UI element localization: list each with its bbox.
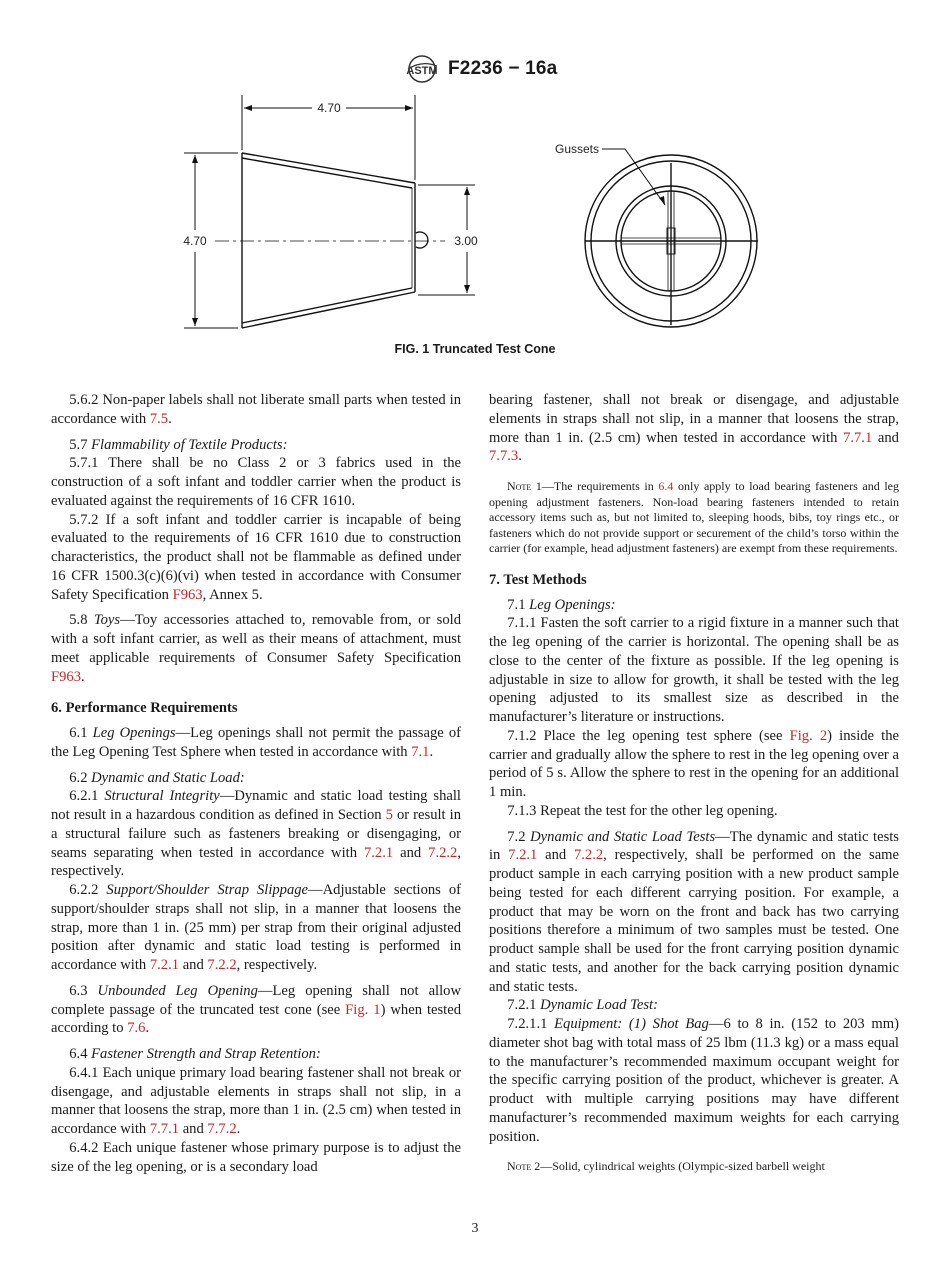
text: 7.2.1.1 [507, 1016, 555, 1033]
text: —6 to 8 in. (152 to 203 mm) diameter shot bag with total mass of 25 lbm (11.3 kg) or a mass equal to the manufacturer’s recommended maximum occupant weight for the specific carrying position of the product, whichever is greater. A product with multiple carrying positions may have different manufacturer’s recommended maximum weights for each carrying position. [489, 1016, 899, 1145]
page-number: 3 [471, 1221, 479, 1236]
cross-reference-link[interactable]: 7.2.2 [207, 957, 237, 973]
italic-term: Leg Openings: [529, 596, 616, 613]
document-designation: F2236 − 16a [448, 58, 558, 79]
note [489, 479, 899, 557]
italic-term: Toys [93, 612, 121, 629]
paragraph [51, 1045, 461, 1064]
text: bearing fastener, shall not break or disengage, and adjustable elements in straps shall not slip, in a manner that loosens the strap, more than 1 in. (2.5 cm) when tested in accordance with [489, 392, 899, 446]
text: and [179, 957, 208, 973]
paragraph [489, 727, 899, 802]
paragraph [51, 391, 461, 429]
paragraph [489, 996, 899, 1015]
right-column [489, 391, 899, 1189]
note [489, 1159, 899, 1175]
text: 5.7 [69, 436, 92, 453]
figure-truncated-test-cone [0, 0, 950, 340]
text: —The requirements in [541, 479, 659, 493]
text: and [393, 844, 429, 861]
text: 6.1 [69, 725, 93, 741]
paragraph [51, 1139, 461, 1177]
left-column [51, 391, 461, 1176]
cross-reference-link[interactable]: 7.6 [127, 1020, 146, 1037]
paragraph [489, 614, 899, 727]
gussets-label: Gussets [555, 142, 600, 156]
italic-term: Structural Integrity [104, 788, 220, 805]
text: —Solid, cylindrical weights (Olympic-sized barbell weight [540, 1159, 825, 1174]
text: , respectively, shall be performed on the same product sample in each carrying position with a new product sample being tested for each different carrying position. For example, a product that may be worn on the front and back has two carrying positions therefore a minimum of two samples must be tested. One product sample shall be used for the front carrying position dynamic and static tests, and another for the back carrying position dynamic and static tests. [489, 847, 899, 995]
italic-term: Unbounded Leg Opening [97, 982, 258, 999]
text: 5.6.2 Non-paper labels shall not liberate small parts when tested in accordance with [51, 392, 461, 427]
section-heading [51, 699, 461, 718]
cross-reference-link[interactable]: 7.7.3 [489, 448, 519, 465]
paragraph [51, 1064, 461, 1139]
paragraph [489, 828, 899, 997]
text: —Leg openings shall not permit the passage of the Leg Opening Test Sphere when tested in accordance with [51, 725, 462, 760]
text: 6.3 [69, 982, 98, 999]
text: 7.1.3 Repeat the test for the other leg opening. [507, 802, 778, 819]
text: 5.7.2 If a soft infant and toddler carrier is incapable of being evaluated to the requirements of 16 CFR 1610 due to construction characteristics, the product shall not be flammable as defined under 16 CFR 1500.3(c)(6)(vi) when tested in accordance with Consumer Safety Specification [51, 511, 461, 603]
cone-end-view [585, 149, 758, 327]
paragraph [51, 454, 461, 510]
cross-reference-link[interactable]: 7.7.2 [207, 1121, 237, 1137]
text: 5.8 [69, 612, 94, 629]
dim-top-label: 4.70 [317, 101, 341, 115]
paragraph [489, 1015, 899, 1146]
cross-reference-link[interactable]: 7.7.1 [149, 1121, 180, 1137]
text: , Annex 5. [202, 586, 263, 603]
text: 6.2.1 [69, 788, 105, 805]
text: ) inside the carrier and gradually allow the sphere to rest in the leg opening over a period of 5 s. Allow the sphere to rest in the opening for an additional 1 min. [489, 727, 899, 801]
text: 7.2.1 [507, 997, 541, 1014]
text: . [236, 1121, 241, 1137]
text: 7.1 [507, 596, 530, 613]
text: . [168, 410, 172, 427]
italic-term: Fastener Strength and Strap Retention: [91, 1046, 321, 1062]
text: 5.7.1 There shall be no Class 2 or 3 fabrics used in the construction of a soft infant and toddler carrier when the product is evaluated against the requirements of 16 CFR 1610. [51, 455, 461, 509]
text: 6.2 [69, 769, 92, 786]
dim-right-label: 3.00 [454, 234, 478, 248]
text: 6. Performance Requirements [51, 700, 238, 717]
dimension-arrows [192, 105, 470, 326]
paragraph [51, 511, 461, 605]
italic-term: Equipment: (1) Shot Bag [554, 1016, 709, 1033]
cone-side-view [184, 95, 475, 328]
text: . [145, 1020, 150, 1037]
cross-reference-link[interactable]: F963 [172, 586, 203, 603]
text: ) when tested according to [51, 1001, 462, 1037]
text: —Leg opening shall not allow complete passage of the truncated test cone (see [51, 982, 462, 1018]
cross-reference-link[interactable]: 7.2.1 [363, 844, 394, 861]
text: 6.4.2 Each unique fastener whose primary purpose is to adjust the size of the leg opening, or is a secondary load [51, 1139, 461, 1175]
text: , respectively. [236, 957, 318, 973]
text: 7. Test Methods [489, 571, 587, 588]
paragraph [51, 982, 461, 1038]
section-heading [489, 571, 899, 590]
text: 6.4.1 Each unique primary load bearing fastener shall not break or disengage, and adjustable elements in straps shall not slip, in a manner that loosens the strap, more than 1 in. (2.5 cm) when tested in accordance with [51, 1064, 461, 1137]
cross-reference-link[interactable]: F963 [51, 668, 82, 685]
paragraph [51, 724, 461, 762]
text: 7.2 [507, 828, 531, 845]
note-label: Note 1 [507, 479, 542, 493]
text: and [872, 429, 899, 446]
paragraph [51, 436, 461, 455]
cross-reference-link[interactable]: 7.2.2 [573, 847, 604, 864]
text: —Dynamic and static load testing shall not result in a hazardous condition as defined in Section [51, 788, 461, 823]
cross-reference-link[interactable]: 7.2.1 [508, 847, 538, 864]
text: —Toy accessories attached to, removable from, or sold with a soft infant carrier, as well as their means of attachment, must meet applicable requirements of Consumer Safety Specification [51, 612, 462, 666]
figure-caption: FIG. 1 Truncated Test Cone [394, 342, 556, 356]
text: , respectively. [51, 844, 461, 880]
text: . [429, 743, 434, 760]
svg-text:ASTM: ASTM [406, 65, 438, 77]
text: and [179, 1121, 208, 1137]
paragraph [51, 769, 461, 788]
note-label: Note 2 [507, 1159, 541, 1174]
text: 7.1.1 Fasten the soft carrier to a rigid fixture in a manner such that the leg opening of the carrier is horizontal. The opening shall be as close to the center of the fixture as possible. If the leg opening is adjustable in size to allow for growth, it shall be tested with the leg opening adjusted to its smallest size as described in the manufacturer’s literature or instructions. [489, 615, 899, 726]
italic-term: Dynamic and Static Load: [91, 769, 245, 786]
text: or result in a structural failure such as fasteners breaking or disengaging, or seams separating when tested in accordance with [51, 807, 461, 861]
italic-term: Support/Shoulder Strap Slippage [106, 882, 309, 898]
cross-reference-link[interactable]: 7.2.1 [149, 957, 180, 973]
text: —The dynamic and static tests in [489, 828, 899, 864]
cross-reference-link[interactable]: 7.7.1 [843, 429, 873, 446]
cross-reference-link[interactable]: 7.1 [411, 743, 430, 760]
paragraph [489, 596, 899, 615]
dim-left-label: 4.70 [183, 234, 207, 248]
cross-reference-link[interactable]: 7.5 [149, 410, 169, 427]
paragraph [51, 611, 461, 686]
cross-reference-link[interactable]: 5 [385, 807, 393, 823]
text: 6.2.2 [69, 882, 107, 898]
text: —Adjustable sections of support/shoulder straps shall not slip, in a manner that loosens the strap, more than 1 in. (25 mm) per strap from their original adjusted position after dynamic and static load testing is performed in accordance with [51, 882, 461, 973]
text: 6.4 [69, 1046, 92, 1062]
cross-reference-link[interactable]: Fig. 2 [789, 727, 828, 744]
italic-term: Leg Openings [92, 725, 176, 741]
italic-term: Dynamic and Static Load Tests [530, 828, 716, 845]
paragraph [51, 881, 461, 975]
paragraph [51, 787, 461, 881]
italic-term: Dynamic Load Test: [540, 997, 658, 1014]
paragraph [489, 391, 899, 466]
text: . [518, 448, 522, 465]
italic-term: Flammability of Textile Products: [91, 436, 288, 453]
cross-reference-link[interactable]: Fig. 1 [345, 1001, 381, 1018]
cross-reference-link[interactable]: 7.2.2 [428, 844, 458, 861]
text: only apply to load bearing fasteners and leg opening adjustment fasteners. Non-load bearing fasteners intended to retain accessory items such as, but not limited to, sleeping hoods, bibs, toy rings etc., or fasteners which do not provide support or securement of the child’s torso within the carrier (for example, head adjustment fasteners) are exempt from these requirements. [489, 479, 899, 556]
cross-reference-link[interactable]: 6.4 [658, 479, 674, 493]
paragraph [489, 802, 899, 821]
text: and [537, 847, 574, 864]
text: . [81, 668, 85, 685]
text: 7.1.2 Place the leg opening test sphere (see [507, 727, 790, 744]
